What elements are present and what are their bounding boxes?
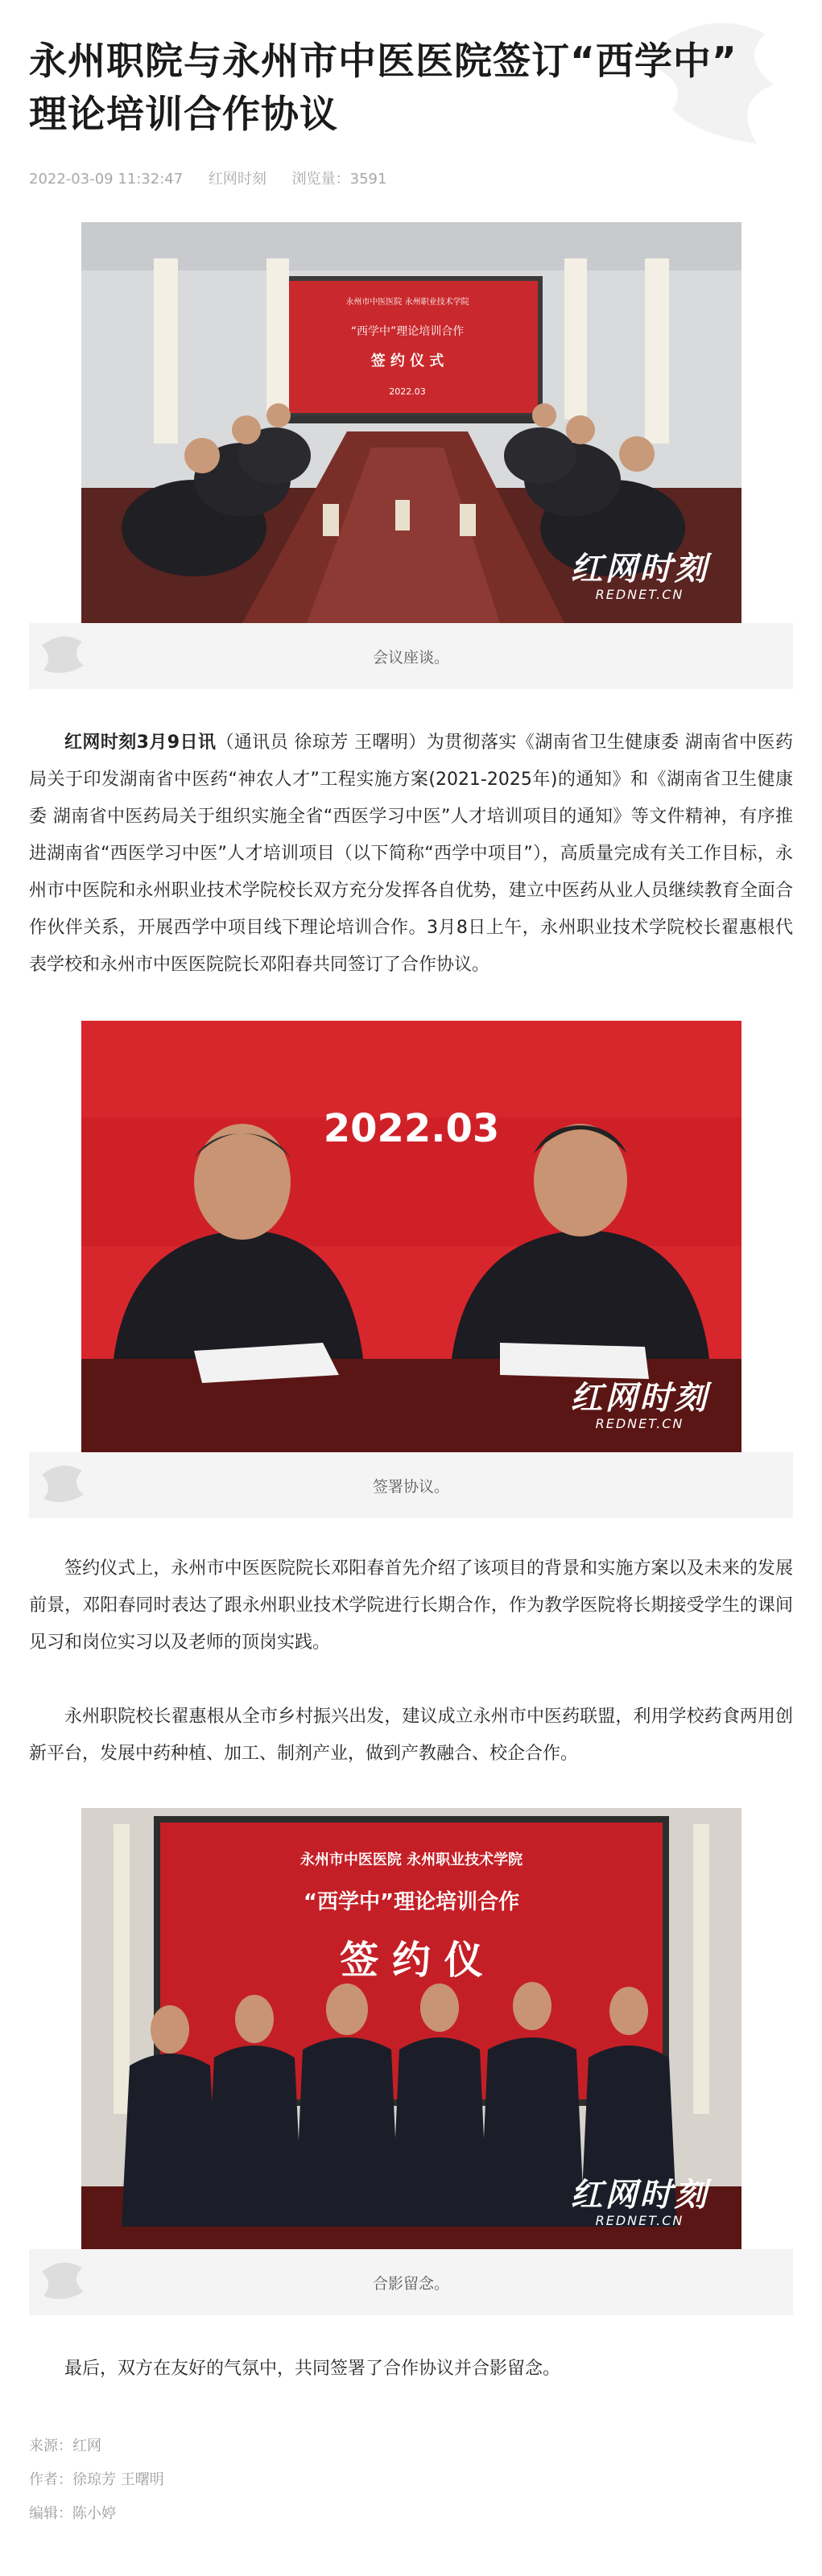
rednet-watermark: 红网时刻 REDNET.CN xyxy=(570,1380,709,1431)
article xyxy=(29,0,793,2531)
source-channel: 红网时刻 xyxy=(208,171,266,188)
screen-line-4: 2022.03 xyxy=(388,386,426,397)
footer-author: 作者：徐琼芳 王曙明 xyxy=(29,2471,164,2488)
footer-source: 来源：红网 xyxy=(29,2438,101,2454)
screen-line-3: 签 约 仪 xyxy=(339,1938,483,1983)
caption-meeting: 会议座谈。 xyxy=(29,623,793,689)
caption-logo-icon xyxy=(34,630,90,683)
figure-signing xyxy=(29,1021,793,1518)
figure-group-photo xyxy=(29,1808,793,2315)
screen-line-1: 永州市中医医院 永州职业技术学院 xyxy=(345,298,469,307)
article-meta xyxy=(29,167,793,188)
screen-line-3: 签 约 仪 式 xyxy=(370,353,444,369)
paragraph-3: 永州职院校长翟惠根从全市乡村振兴出发，建议成立永州市中医药联盟，利用学校药食两用创新平台，发展中药种植、加工、制剂产业，做到产教融合、校企合作。 xyxy=(29,1707,793,1764)
photo-signing xyxy=(81,1021,741,1452)
footer-editor: 编辑：陈小婷 xyxy=(29,2505,116,2522)
publish-date: 2022-03-09 11:32:47 xyxy=(29,171,184,188)
photo-meeting xyxy=(81,222,741,623)
dateline: 红网时刻3月9日讯 xyxy=(64,733,217,753)
paragraph-1: 红网时刻3月9日讯（通讯员 徐琼芳 王曙明）为贯彻落实《湖南省卫生健康委 湖南省中医药局关于印发湖南省中医药“神农人才”工程实施方案(2021-2025年)的通知》和《湖南省卫生健康委 湖南省中医药局关于组织实施全省“西医学习中医”人才培训项目的通知》等文件精神，有序推进湖南省“西医学习中医”人才培训项目（以下简称“西学中项目”），高质量完成有关工作目标，永州市中医院和永州职业技术学院校长双方充分发挥各自优势，建立中医药从业人员继续教育全面合作伙伴关系，开展西学中项目线下理论培训合作。3月8日上午，永州职业技术学院校长翟惠根代表学校和永州市中医医院院长邓阳春共同签订了合作协议。 xyxy=(29,733,793,975)
caption-logo-icon xyxy=(34,2256,90,2309)
screen-line-1: 永州市中医医院 永州职业技术学院 xyxy=(299,1852,523,1868)
caption-group: 合影留念。 xyxy=(29,2249,793,2315)
paragraph-2: 签约仪式上，永州市中医医院院长邓阳春首先介绍了该项目的背景和实施方案以及未来的发展前景，邓阳春同时表达了跟永州职业技术学院进行长期合作，作为教学医院将长期接受学生的课间见习和岗位实习以及老师的顶岗实践。 xyxy=(29,1558,793,1653)
article-title: 永州职院与永州市中医医院签订“西学中” 理论培训合作协议 xyxy=(29,39,737,137)
photo-group xyxy=(81,1808,741,2249)
screen-line-2: “西学中”理论培训合作 xyxy=(303,1890,519,1914)
article-footer xyxy=(29,2429,793,2531)
paragraph-4: 最后，双方在友好的气氛中，共同签署了合作协议并合影留念。 xyxy=(64,2359,561,2379)
figure-meeting xyxy=(29,222,793,689)
view-count: 浏览量：3591 xyxy=(291,171,387,188)
rednet-watermark: 红网时刻 REDNET.CN xyxy=(570,2177,709,2228)
caption-signing: 签署协议。 xyxy=(29,1452,793,1518)
screen-date: 2022.03 xyxy=(323,1106,499,1151)
rednet-watermark: 红网时刻 REDNET.CN xyxy=(570,551,709,602)
screen-line-2: “西学中”理论培训合作 xyxy=(350,325,464,338)
caption-logo-icon xyxy=(34,1459,90,1512)
